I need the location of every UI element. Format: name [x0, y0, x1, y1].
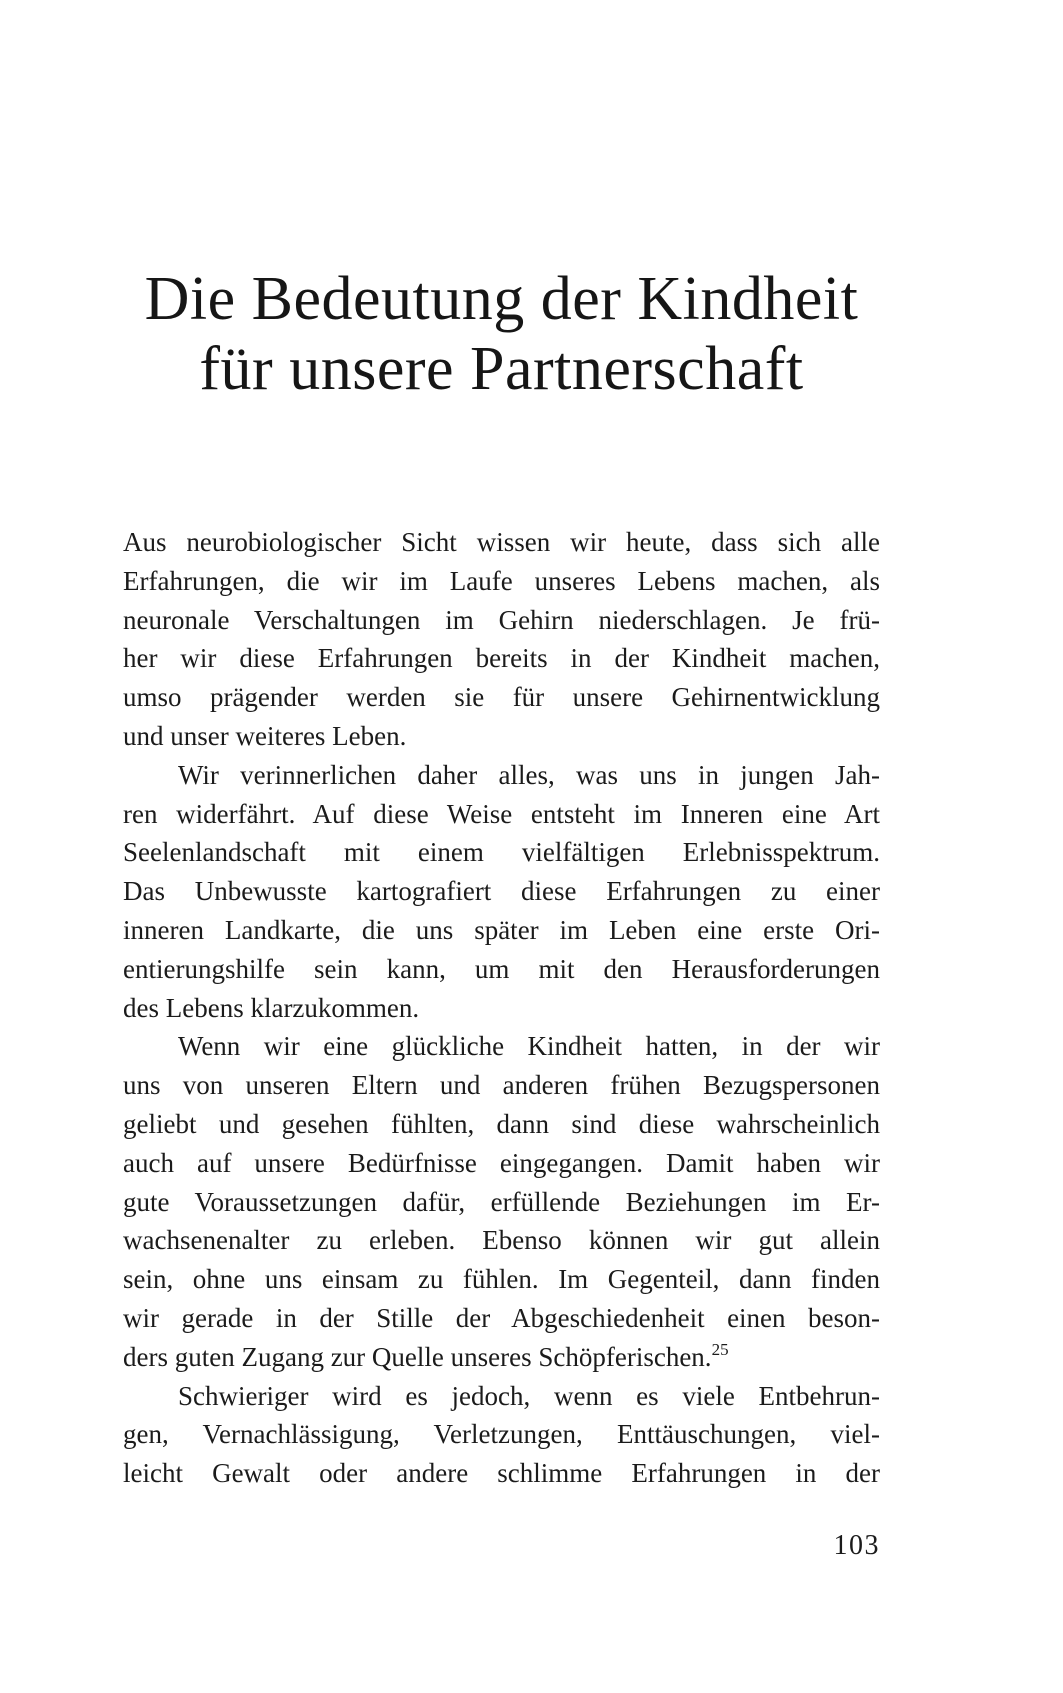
- text-line: geliebt und gesehen fühlten, dann sind diese wahrscheinlich: [123, 1108, 880, 1139]
- paragraph: [123, 756, 880, 1028]
- paragraph: [123, 1377, 880, 1493]
- body-text: [123, 523, 880, 1493]
- chapter-title-line-1: Die Bedeutung der Kindheit: [144, 265, 859, 333]
- text-line: sein, ohne uns einsam zu fühlen. Im Gegenteil, dann finden: [123, 1264, 880, 1295]
- text-line: und unser weiteres Leben.: [123, 720, 407, 751]
- paragraph: [123, 1027, 880, 1376]
- text-line: Wir verinnerlichen daher alles, was uns in jungen Jah-: [178, 759, 880, 790]
- text-line: her wir diese Erfahrungen bereits in der Kindheit machen,: [123, 643, 880, 674]
- chapter-title: [123, 264, 880, 404]
- text-line: Seelenlandschaft mit einem vielfältigen Erlebnisspektrum.: [123, 837, 880, 868]
- text-line: des Lebens klarzukommen.: [123, 992, 420, 1023]
- text-line: neuronale Verschaltungen im Gehirn niederschlagen. Je frü-: [123, 604, 880, 635]
- text-line: ren widerfährt. Auf diese Weise entsteht im Inneren eine Art: [123, 798, 880, 829]
- text-line: wir gerade in der Stille der Abgeschiedenheit einen beson-: [123, 1302, 880, 1333]
- text-line: auch auf unsere Bedürfnisse eingegangen. Damit haben wir: [123, 1147, 880, 1178]
- text-line: Wenn wir eine glückliche Kindheit hatten, in der wir: [178, 1031, 880, 1062]
- text-line: Erfahrungen, die wir im Laufe unseres Lebens machen, als: [123, 565, 880, 596]
- text-line: uns von unseren Eltern und anderen frühen Bezugspersonen: [123, 1070, 880, 1101]
- chapter-title-line-2: für unsere Partnerschaft: [199, 335, 804, 403]
- text-line: inneren Landkarte, die uns später im Leben eine erste Ori-: [123, 914, 880, 945]
- text-line: Schwieriger wird es jedoch, wenn es viele Entbehrun-: [178, 1380, 880, 1411]
- text-line: [123, 1338, 880, 1377]
- text-line: umso prägender werden sie für unsere Gehirnentwicklung: [123, 682, 880, 713]
- text-line: Aus neurobiologischer Sicht wissen wir heute, dass sich alle: [123, 527, 880, 557]
- text-line: gute Voraussetzungen dafür, erfüllende Beziehungen im Er-: [123, 1186, 880, 1217]
- footnote-reference: 25: [711, 1339, 729, 1359]
- text-line: wachsenenalter zu erleben. Ebenso können wir gut allein: [123, 1225, 880, 1256]
- text-line: gen, Vernachlässigung, Verletzungen, Enttäuschungen, viel-: [123, 1419, 880, 1450]
- text-line: leicht Gewalt oder andere schlimme Erfahrungen in der: [123, 1458, 880, 1489]
- text-line: entierungshilfe sein kann, um mit den Herausforderungen: [123, 953, 880, 984]
- paragraph: [123, 523, 880, 756]
- page-number: 103: [833, 1530, 880, 1561]
- text-line-content: ders guten Zugang zur Quelle unseres Schöpferischen.: [123, 1341, 712, 1372]
- text-line: Das Unbewusste kartografiert diese Erfahrungen zu einer: [123, 876, 880, 907]
